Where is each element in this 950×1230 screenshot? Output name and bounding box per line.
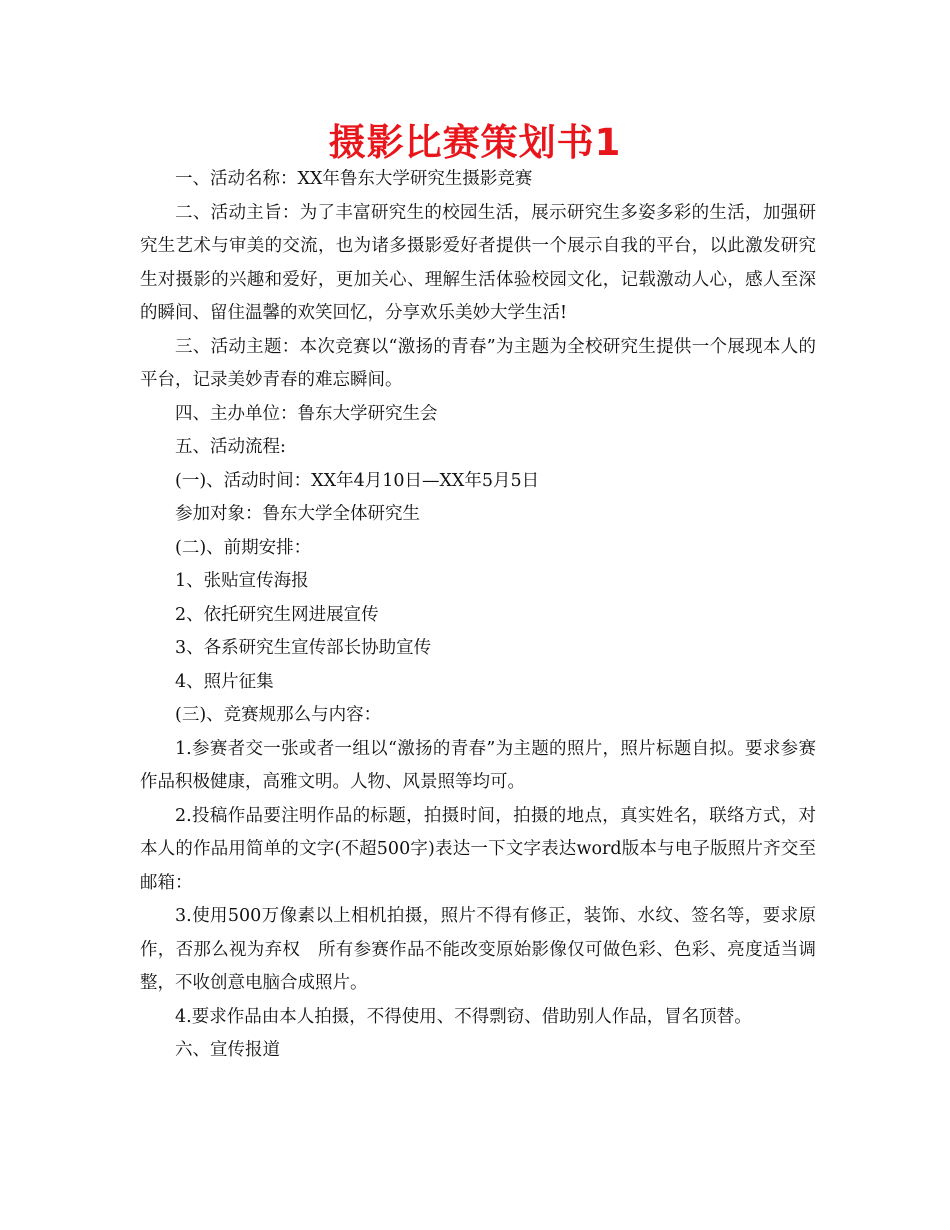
document-title: 摄影比赛策划书1 — [328, 121, 622, 164]
paragraph-prep-item-1: 1、张贴宣传海报 — [175, 571, 309, 591]
paragraph-prep-item-2: 2、依托研究生网进展宣传 — [175, 604, 379, 625]
paragraph-organizer: 四、主办单位：鲁东大学研究生会 — [175, 403, 438, 424]
paragraph-participants: 参加对象：鲁东大学全体研究生 — [175, 504, 420, 524]
paragraph-prep-item-3: 3、各系研究生宣传部长协助宣传 — [175, 638, 432, 658]
document-body — [140, 163, 816, 1068]
paragraph-activity-time: (一)、活动时间：XX年4月10日—XX年5月5日 — [175, 470, 540, 491]
paragraph-process-heading: 五、活动流程: — [175, 437, 286, 457]
paragraph-rule-1: 1.参赛者交一张或者一组以“激扬的青春”为主题的照片，照片标题自拟。要求参赛作品积极健康，高雅文明。人物、风景照等均可。 — [140, 738, 816, 792]
paragraph-activity-purpose: 二、活动主旨：为了丰富研究生的校园生活，展示研究生多姿多彩的生活，加强研究生艺术与审美的交流，也为诸多摄影爱好者提供一个展示自我的平台，以此激发研究生对摄影的兴趣和爱好，更加关心、理解生活体验校园文化，记载激动人心，感人至深的瞬间、留住温馨的欢笑回忆，分享欢乐美妙大学生活! — [140, 202, 816, 323]
paragraph-rule-2: 2.投稿作品要注明作品的标题，拍摄时间，拍摄的地点，真实姓名，联络方式，对本人的作品用简单的文字(不超500字)表达一下文字表达word版本与电子版照片齐交至邮箱： — [140, 805, 816, 893]
paragraph-prep-item-4: 4、照片征集 — [175, 671, 274, 692]
paragraph-activity-name: 一、活动名称：XX年鲁东大学研究生摄影竞赛 — [175, 169, 533, 189]
paragraph-rules-heading: (三)、竞赛规那么与内容： — [175, 705, 382, 725]
paragraph-activity-theme: 三、活动主题：本次竞赛以“激扬的青春”为主题为全校研究生提供一个展现本人的平台，记录美妙青春的难忘瞬间。 — [140, 336, 816, 390]
paragraph-rule-4: 4.要求作品由本人拍摄，不得使用、不得剽窃、借助别人作品，冒名顶替。 — [175, 1006, 752, 1027]
paragraph-publicity-heading: 六、宣传报道 — [175, 1040, 280, 1060]
paragraph-rule-3: 3.使用500万像素以上相机拍摄，照片不得有修正，装饰、水纹、签名等，要求原作，否那么视为弃权 所有参赛作品不能改变原始影像仅可做色彩、色彩、亮度适当调整，不收创意电脑合成照片。 — [140, 906, 816, 993]
paragraph-preparation-heading: (二)、前期安排： — [175, 537, 312, 558]
